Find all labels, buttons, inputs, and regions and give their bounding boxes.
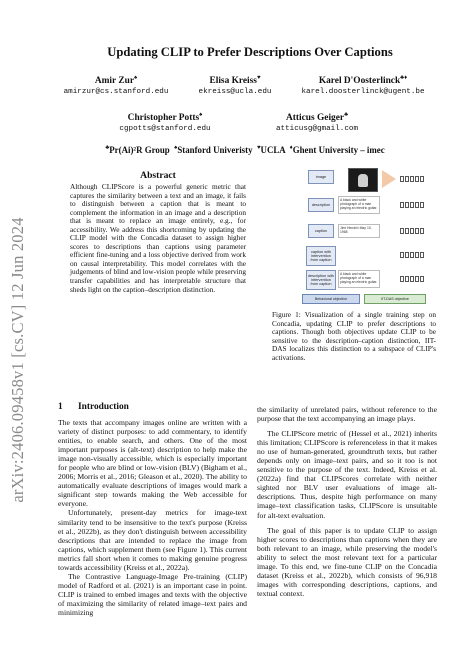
figure-text-caption: Jimi Hendrix May 10, 1968 — [338, 224, 380, 238]
concert-photo-thumbnail — [348, 168, 378, 192]
author-block — [182, 73, 288, 98]
figure-1 — [300, 168, 428, 306]
figure-label-caption: caption — [308, 224, 334, 238]
paragraph: the similarity of unrelated pairs, without reference to the purpose that the text accompanying an image plays. — [257, 405, 437, 424]
section-title: Introduction — [78, 402, 129, 412]
abstract-heading: Abstract — [140, 170, 176, 181]
embedding-cells — [400, 228, 424, 234]
author-email: karel.doosterlinck@ugent.be — [301, 88, 425, 97]
figure-label-image: image — [308, 170, 334, 184]
author-email: cgpotts@stanford.edu — [119, 125, 211, 134]
author-email: ekreiss@ucla.edu — [198, 88, 272, 97]
right-column — [257, 405, 437, 598]
embedding-cells — [400, 176, 424, 182]
author-name: Elisa Kreiss♥ — [209, 75, 261, 87]
affiliation: Stanford Univeristy — [177, 145, 253, 155]
figure-text-description-2: A black and white photograph of a man playing an electric guitar. — [338, 270, 380, 288]
section-number: 1 — [58, 402, 63, 412]
embedding-cells — [400, 252, 424, 258]
behavioral-objective-box: Behavioral objective — [302, 294, 360, 304]
figure-caption: Figure 1: Visualization of a single training step on Concadia, updating CLIP to prefer descriptions to captions. Though both objectives update CLIP to be sensitive to the description–caption distinction, IIT-DAS localizes this distinction to a subspace of CLIP's activations. — [272, 310, 436, 362]
paragraph: The goal of this paper is to update CLIP to assign higher scores to descriptions than captions when they are both relevant to an image, while preserving the model's ability to select the most relevant text for a particular image. To this end, we fine-tune CLIP on the Concadia dataset (Kreiss et al., 2022b), which consists of 96,918 images with corresponding descriptions, captions, and textual context. — [257, 525, 437, 598]
author-email: amirzur@cs.stanford.edu — [63, 88, 169, 97]
author-name: Amir Zur♠ — [94, 75, 138, 87]
section-heading — [58, 402, 129, 412]
figure-label-description-intervention: description with intervention from caption — [306, 270, 336, 290]
figure-text-description: A black and white photograph of a man playing an electric guitar. — [338, 196, 380, 214]
author-name: Karel D'Oosterlinck♣♦ — [318, 75, 408, 87]
author-email: atticusg@gmail.com — [275, 125, 359, 134]
figure-label-caption-intervention: caption with intervention from caption — [306, 246, 336, 266]
paragraph: Unfortunately, present-day metrics for image-text similarity tend to be insensitive to the text's purpose (Kreiss et al., 2022b), as they don't distinguish between accessibility descriptions that are intended to replace the image from captions, which supplement them (see Figure 1). This current metrics fall short when it comes to making genuine progress towards accessibility (Kreiss et al., 2022a). — [58, 508, 247, 572]
affiliation: Pr(Ai)²R Group — [109, 145, 170, 155]
embedding-cells — [400, 276, 424, 282]
clip-encoder-icon — [382, 170, 396, 188]
author-name: Atticus Geiger♣ — [286, 112, 348, 124]
affiliation: Ghent University – imec — [292, 145, 385, 155]
embedding-cells — [400, 202, 424, 208]
left-column — [58, 418, 247, 617]
abstract-text: Although CLIPScore is a powerful generic metric that captures the similarity between a text and an image, it fails to distinguish between a caption that is meant to complement the information in an image and a description that is meant to replace an image entirely, e.g., for accessibility. We address this shortcoming by updating the CLIP model with the Concadia dataset to assign higher scores to descriptions than captions using parameter efficient fine-tuning and a loss objective derived from work on causal interpretability. This model correlates with the judgements of blind and low-vision people while preserving transfer capabilities and has interpretable structure that sheds light on the caption–description distinction. — [70, 182, 246, 294]
figure-label-description: description — [308, 198, 334, 212]
author-block — [288, 73, 438, 98]
paper-title: Updating CLIP to Prefer Descriptions Over Captions — [107, 45, 393, 59]
author-name: Christopher Potts♠ — [127, 112, 203, 124]
arxiv-sidebar — [6, 210, 30, 510]
guitarist-figure-icon — [358, 174, 368, 187]
paragraph: The texts that accompany images online are written with a variety of distinct purposes: to add commentary, to identify entities, to enable search, and others. One of the most important purposes is (alt-text) description to help make the image non-visually accessible, which is especially important for people who are blind or low-vision (BLV) (Bigham et al., 2006; Morris et al., 2016; Gleason et al., 2020). The ability to automatically evaluate descriptions of images would mark a significant step towards making the Web accessible for everyone. — [58, 418, 247, 509]
author-block — [100, 110, 230, 135]
paragraph: The Contrastive Language-Image Pre-training (CLIP) model of Radford et al. (2021) is an important case in point. CLIP is trained to embed images and texts with the objective of maximizing the similarity of related image–text pairs and minimizing — [58, 571, 247, 617]
author-block — [60, 73, 172, 98]
affiliation: UCLA — [260, 145, 286, 155]
affiliations: ♣Pr(Ai)²R Group ♠Stanford Univeristy ♥UCLA ♦Ghent University – imec — [105, 145, 385, 155]
author-block — [262, 110, 372, 135]
paragraph: The CLIPScore metric of (Hessel et al., 2021) inherits this limitation; CLIPScore is referenceless in that it makes no use of human-generated, groundtruth texts, but rather depends only on image–text pairs, and so it too is not sensitive to the purpose of the text. Indeed, Kreiss et al. (2022a) find that CLIPScores correlate with neither sighted nor BLV user evaluations of image alt-descriptions. Thus, despite high performance on many image–text classification tasks, CLIPScore is unsuitable for alt-text evaluation. — [257, 429, 437, 520]
iit-das-objective-box: IIT-DAS objective — [364, 294, 426, 304]
arxiv-identifier: arXiv:2406.09458v1 [cs.CV] 12 Jun 2024 — [8, 217, 27, 503]
